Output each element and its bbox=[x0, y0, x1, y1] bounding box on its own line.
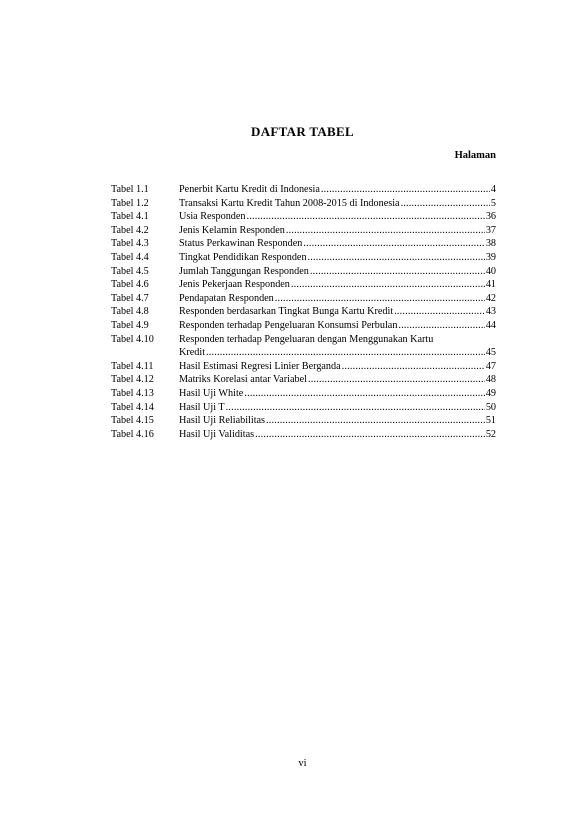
toc-entry-body bbox=[179, 265, 496, 279]
toc-entry-title-line1: Responden terhadap Pengeluaran dengan Menggunakan Kartu bbox=[179, 333, 434, 345]
page-number: vi bbox=[298, 758, 307, 769]
toc-entry-body bbox=[179, 305, 496, 319]
page-column-header: Halaman bbox=[454, 150, 496, 161]
toc-entry-line bbox=[179, 414, 496, 428]
dot-leader bbox=[226, 401, 485, 415]
toc-entry-body bbox=[179, 414, 496, 428]
toc-entry-title: Jumlah Tanggungan Responden bbox=[179, 265, 309, 277]
toc-entry-number: Tabel 4.13 bbox=[111, 387, 154, 399]
toc-entry[interactable] bbox=[111, 265, 496, 279]
toc-entry-body bbox=[179, 401, 496, 415]
toc-entry-line bbox=[179, 319, 496, 333]
toc-entry-title: Jenis Kelamin Responden bbox=[179, 224, 285, 236]
dot-leader bbox=[308, 373, 485, 387]
toc-entry[interactable] bbox=[111, 333, 496, 360]
toc-entry-number: Tabel 4.3 bbox=[111, 238, 149, 250]
toc-entry-number: Tabel 4.6 bbox=[111, 279, 149, 291]
dot-leader bbox=[266, 414, 485, 428]
toc-entry[interactable] bbox=[111, 428, 496, 442]
dot-leader bbox=[244, 387, 484, 401]
toc-entry-number: Tabel 4.1 bbox=[111, 211, 149, 223]
dot-leader bbox=[255, 428, 485, 442]
toc-entry-number: Tabel 4.16 bbox=[111, 428, 154, 440]
dot-leader bbox=[247, 210, 485, 224]
dot-leader bbox=[394, 305, 485, 319]
toc-entry-line bbox=[179, 251, 496, 265]
toc-entry-title: Matriks Korelasi antar Variabel bbox=[179, 374, 307, 386]
toc-entry-title: Transaksi Kartu Kredit Tahun 2008-2015 di Indonesia bbox=[179, 197, 400, 209]
toc-entry-body bbox=[179, 387, 496, 401]
toc-entry-line bbox=[179, 224, 496, 238]
toc-entry-title: Tingkat Pendidikan Responden bbox=[179, 251, 307, 263]
toc-entry[interactable] bbox=[111, 197, 496, 211]
toc-entry[interactable] bbox=[111, 210, 496, 224]
toc-entry-line bbox=[179, 197, 496, 211]
toc-entry-body bbox=[179, 197, 496, 211]
toc-entry[interactable] bbox=[111, 278, 496, 292]
toc-entry-page: 43 bbox=[485, 306, 496, 318]
toc-entry-number: Tabel 4.11 bbox=[111, 360, 154, 372]
toc-entry[interactable] bbox=[111, 401, 496, 415]
dot-leader bbox=[398, 319, 484, 333]
toc-entry[interactable] bbox=[111, 387, 496, 401]
toc-entry[interactable] bbox=[111, 292, 496, 306]
toc-entry-page: 50 bbox=[485, 401, 496, 413]
toc-entry-page: 49 bbox=[485, 387, 496, 399]
toc-entry-body bbox=[179, 183, 496, 197]
toc-entry-page: 40 bbox=[485, 265, 496, 277]
toc-entry-title: Hasil Estimasi Regresi Linier Berganda bbox=[179, 360, 341, 372]
toc-entry-body bbox=[179, 237, 496, 251]
toc-entry-line bbox=[179, 387, 496, 401]
toc-entry-title: Penerbit Kartu Kredit di Indonesia bbox=[179, 184, 320, 195]
dot-leader bbox=[342, 360, 485, 374]
page-title: DAFTAR TABEL bbox=[251, 124, 354, 139]
toc-entry-number: Tabel 4.10 bbox=[111, 333, 154, 345]
toc-entry-line bbox=[179, 305, 496, 319]
toc-entry-line bbox=[179, 237, 496, 251]
toc-entry-number: Tabel 4.8 bbox=[111, 306, 149, 318]
toc-entry-number: Tabel 4.14 bbox=[111, 401, 154, 413]
toc-entry-title: Hasil Uji Validitas bbox=[179, 428, 255, 440]
dot-leader bbox=[291, 278, 485, 292]
toc-entry-body bbox=[179, 373, 496, 387]
toc-entry-line bbox=[179, 265, 496, 279]
toc-entry-number: Tabel 4.9 bbox=[111, 319, 149, 331]
toc-entry-page: 51 bbox=[485, 415, 496, 427]
toc-entry-line bbox=[179, 346, 496, 360]
toc-entry-body bbox=[179, 333, 496, 360]
toc-entry[interactable] bbox=[111, 237, 496, 251]
toc-entry-body bbox=[179, 278, 496, 292]
toc-entry-number: Tabel 1.2 bbox=[111, 197, 149, 209]
toc-entry-title: Responden berdasarkan Tingkat Bunga Kartu Kredit bbox=[179, 306, 394, 318]
toc-entry-page: 45 bbox=[485, 347, 496, 359]
toc-entry-title: Usia Responden bbox=[179, 211, 246, 223]
toc-entry-number: Tabel 4.5 bbox=[111, 265, 149, 277]
toc-entry-line bbox=[179, 428, 496, 442]
toc-entry-title: Pendapatan Responden bbox=[179, 292, 274, 304]
toc-entry-page: 39 bbox=[485, 251, 496, 263]
toc-entry-line bbox=[179, 183, 496, 197]
toc-entry-title: Hasil Uji Reliabilitas bbox=[179, 415, 266, 427]
toc-entry-body bbox=[179, 428, 496, 442]
toc-entry-body bbox=[179, 251, 496, 265]
toc-entry-page: 5 bbox=[490, 197, 496, 209]
toc-entry-page: 48 bbox=[485, 374, 496, 386]
toc-entry-number: Tabel 4.7 bbox=[111, 292, 149, 304]
dot-leader bbox=[310, 265, 485, 279]
toc-entry-line bbox=[179, 373, 496, 387]
toc-entry-page: 36 bbox=[485, 211, 496, 223]
toc-entry-body bbox=[179, 210, 496, 224]
toc-entry-title: Kredit bbox=[179, 347, 206, 359]
dot-leader bbox=[275, 292, 485, 306]
toc-entry-page: 42 bbox=[485, 292, 496, 304]
toc-entry-page: 44 bbox=[485, 319, 496, 331]
toc-entry-body bbox=[179, 224, 496, 238]
toc-entry-line bbox=[179, 210, 496, 224]
toc-entry-line bbox=[179, 360, 496, 374]
toc-entry[interactable] bbox=[111, 224, 496, 238]
toc-entry-page: 52 bbox=[485, 428, 496, 440]
toc-entry-body bbox=[179, 360, 496, 374]
toc-entry[interactable] bbox=[111, 305, 496, 319]
toc-entry[interactable] bbox=[111, 360, 496, 374]
toc-entry-page: 41 bbox=[485, 279, 496, 291]
dot-leader bbox=[308, 251, 485, 265]
toc-entry-number: Tabel 1.1 bbox=[111, 184, 149, 195]
toc-entry-body bbox=[179, 319, 496, 333]
toc-entry-title: Status Perkawinan Responden bbox=[179, 238, 303, 250]
dot-leader bbox=[401, 197, 490, 211]
toc-entry[interactable] bbox=[111, 373, 496, 387]
toc-entry-number: Tabel 4.4 bbox=[111, 251, 149, 263]
toc-entry-body bbox=[179, 292, 496, 306]
toc-entry-line bbox=[179, 278, 496, 292]
toc-entry-title: Hasil Uji White bbox=[179, 387, 244, 399]
toc-entry-line bbox=[179, 401, 496, 415]
toc-entry[interactable] bbox=[111, 183, 496, 197]
toc-entry-page: 38 bbox=[485, 238, 496, 250]
dot-leader bbox=[321, 183, 490, 197]
toc-entry-number: Tabel 4.12 bbox=[111, 374, 154, 386]
toc-entry-page: 37 bbox=[485, 224, 496, 236]
toc-entry-number: Tabel 4.2 bbox=[111, 224, 149, 236]
toc-entry[interactable] bbox=[111, 251, 496, 265]
table-list bbox=[111, 183, 496, 441]
toc-entry[interactable] bbox=[111, 414, 496, 428]
toc-entry-title: Responden terhadap Pengeluaran Konsumsi Perbulan bbox=[179, 319, 398, 331]
dot-leader bbox=[303, 237, 484, 251]
toc-entry[interactable] bbox=[111, 319, 496, 333]
toc-entry-page: 4 bbox=[490, 184, 496, 195]
dot-leader bbox=[206, 346, 485, 360]
toc-entry-line bbox=[179, 292, 496, 306]
dot-leader bbox=[286, 224, 485, 238]
toc-entry-title: Jenis Pekerjaan Responden bbox=[179, 279, 290, 291]
toc-entry-page: 47 bbox=[485, 360, 496, 372]
toc-entry-title: Hasil Uji T bbox=[179, 401, 225, 413]
toc-entry-number: Tabel 4.15 bbox=[111, 415, 154, 427]
